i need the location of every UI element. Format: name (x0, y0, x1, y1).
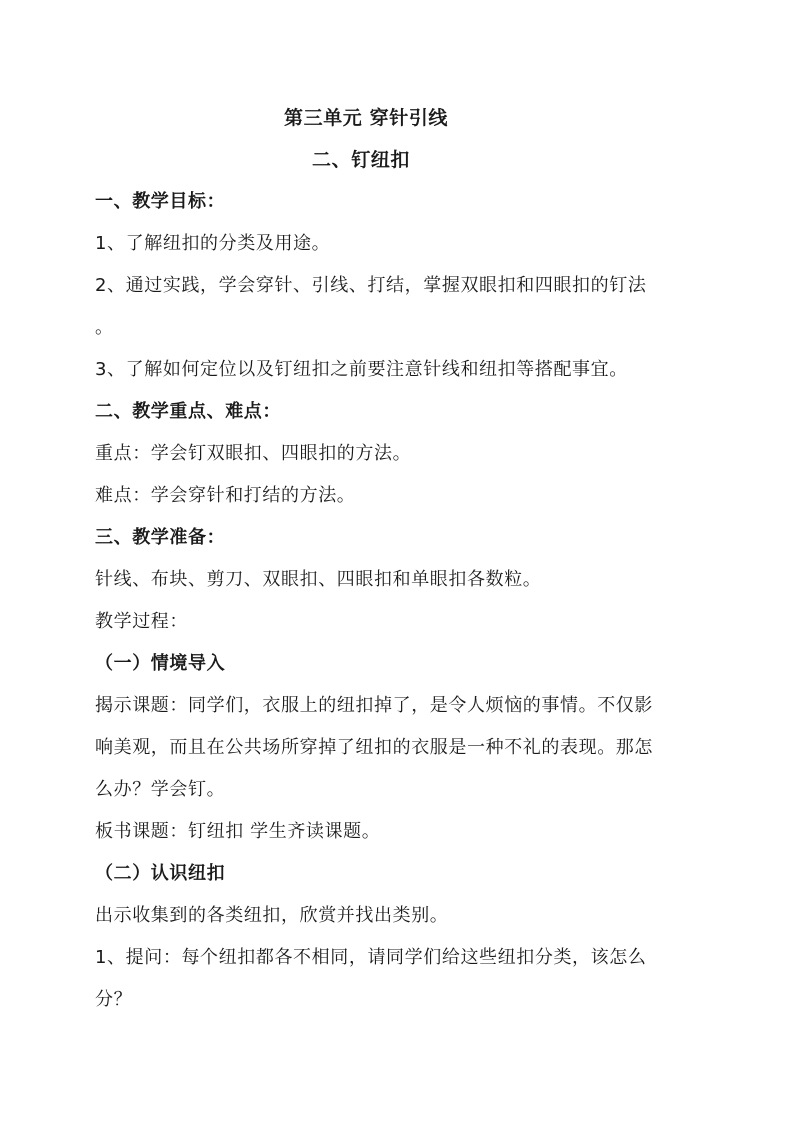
paragraph-line: 揭示课题：同学们，衣服上的纽扣掉了，是令人烦恼的事情。不仅影 (95, 695, 653, 716)
subsection-heading-intro: （一）情境导入 (95, 653, 226, 674)
document-title: 第三单元 穿针引线 (284, 107, 449, 129)
paragraph-line: 。 (95, 317, 114, 338)
paragraph-line: 难点：学会穿针和打结的方法。 (95, 485, 356, 506)
paragraph-line: 板书课题：钉纽扣 学生齐读课题。 (95, 821, 381, 842)
paragraph-line: 教学过程： (95, 611, 188, 632)
paragraph-line: 出示收集到的各类纽扣，欣赏并找出类别。 (95, 905, 449, 926)
paragraph-line: 1、提问：每个纽扣都各不相同，请同学们给这些纽扣分类，该怎么 (95, 947, 647, 968)
document-subtitle: 二、钉纽扣 (312, 149, 411, 171)
paragraph-line: 分？ (95, 989, 133, 1010)
section-heading-preparation: 三、教学准备： (95, 527, 226, 548)
paragraph-line: 重点：学会钉双眼扣、四眼扣的方法。 (95, 443, 412, 464)
paragraph-line: 1、了解纽扣的分类及用途。 (95, 233, 331, 254)
paragraph-line: 针线、布块、剪刀、双眼扣、四眼扣和单眼扣各数粒。 (95, 569, 542, 590)
paragraph-line: 3、了解如何定位以及钉纽扣之前要注意针线和纽扣等搭配事宜。 (95, 359, 628, 380)
paragraph-line: 2、通过实践，学会穿针、引线、打结，掌握双眼扣和四眼扣的钉法 (95, 275, 647, 296)
paragraph-line: 响美观，而且在公共场所穿掉了纽扣的衣服是一种不礼的表现。那怎 (95, 737, 653, 758)
subsection-heading-buttons: （二）认识纽扣 (95, 863, 226, 884)
section-heading-key-points: 二、教学重点、难点： (95, 401, 281, 422)
section-heading-objectives: 一、教学目标： (95, 191, 226, 212)
paragraph-line: 么办？学会钉。 (95, 779, 226, 800)
